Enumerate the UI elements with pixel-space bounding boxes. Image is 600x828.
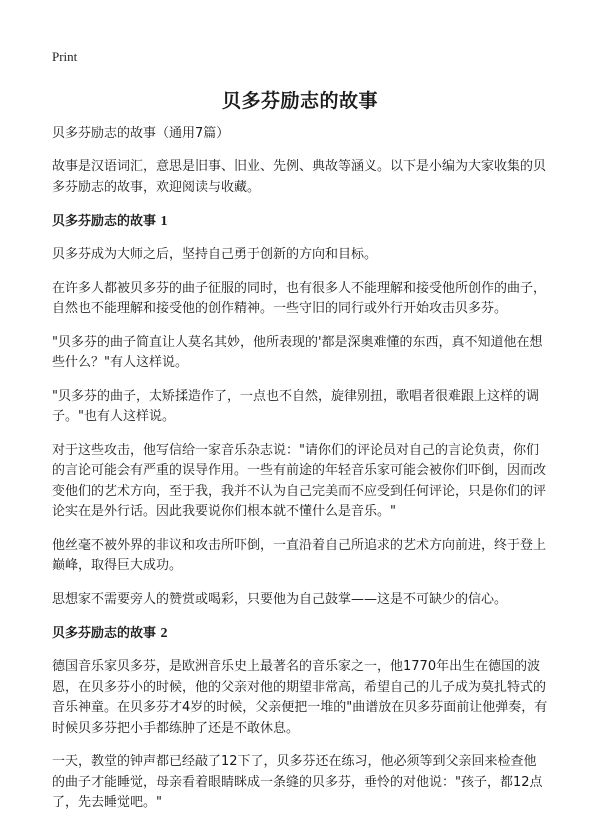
section-heading-number: 1 [160, 214, 168, 229]
section-heading-number: 2 [160, 626, 168, 641]
story-paragraph: "贝多芬的曲子简直让人莫名其妙，他所表现的'都是深奥难懂的东西，真不知道他在想些什么？"有人这样说。 [52, 334, 543, 370]
story-paragraph: "贝多芬的曲子，太矫揉造作了，一点也不自然，旋律别扭，歌唱者很难跟上这样的调子。"也有人这样说。 [52, 388, 539, 424]
story-paragraph: 德国音乐家贝多芬，是欧洲音乐史上最著名的音乐家之一，他1770年出生在德国的波恩，在贝多芬小的时候，他的父亲对他的期望非常高，希望自己的儿子成为莫扎特式的音乐神童。在贝多芬才4岁的时候，父亲便把一堆的"曲谱放在贝多芬面前让他弹奏，有时候贝多芬把小手都练肿了还是不敢休息。 [52, 659, 548, 736]
page-title: 贝多芬励志的故事 [221, 90, 378, 112]
story-section-2 [52, 624, 548, 814]
story-paragraph: 在许多人都被贝多芬的曲子征服的同时，也有很多人不能理解和接受他所创作的曲子，自然也不能理解和接受他的创作精神。一些守旧的同行或外行开始攻击贝多芬。 [52, 280, 547, 316]
section-heading [52, 212, 548, 232]
page-subtitle: 贝多芬励志的故事（通用7篇） [52, 126, 230, 141]
story-paragraph: 他丝毫不被外界的非议和攻击所吓倒，一直沿着自己所追求的艺术方向前进，终于登上巅峰，取得巨大成功。 [52, 537, 547, 573]
intro-paragraph: 故事是汉语词汇，意思是旧事、旧业、先例、典故等涵义。以下是小编为大家收集的贝多芬励志的故事，欢迎阅读与收藏。 [52, 159, 547, 195]
story-paragraph: 贝多芬成为大师之后，坚持自己勇于创新的方向和目标。 [52, 247, 378, 262]
print-link[interactable]: Print [52, 49, 78, 64]
section-heading-text: 贝多芬励志的故事 [52, 214, 157, 229]
story-paragraph: 对于这些攻击，他写信给一家音乐杂志说："请你们的评论员对自己的言论负责，你们的言论可能会有严重的误导作用。一些有前途的年轻音乐家可能会被你们吓倒，因而改变他们的艺术方向，至于我，我并不认为自己完美而不应受到任何评论，只是你们的评论实在是外行话。因此我要说你们根本就不懂什么是音乐。" [52, 442, 547, 519]
story-paragraph: 思想家不需要旁人的赞赏或喝彩，只要他为自己鼓掌——这是不可缺少的信心。 [52, 591, 508, 607]
section-heading-text: 贝多芬励志的故事 [52, 626, 157, 641]
story-section-1 [52, 212, 548, 610]
section-heading [52, 624, 548, 644]
story-paragraph: 一天，教堂的钟声都已经敲了12下了，贝多芬还在练习，他必须等到父亲回来检查他的曲子才能睡觉，母亲看着眼睛眯成一条缝的贝多芬，垂怜的对他说："孩子，都12点了，先去睡觉吧。" [52, 754, 543, 810]
